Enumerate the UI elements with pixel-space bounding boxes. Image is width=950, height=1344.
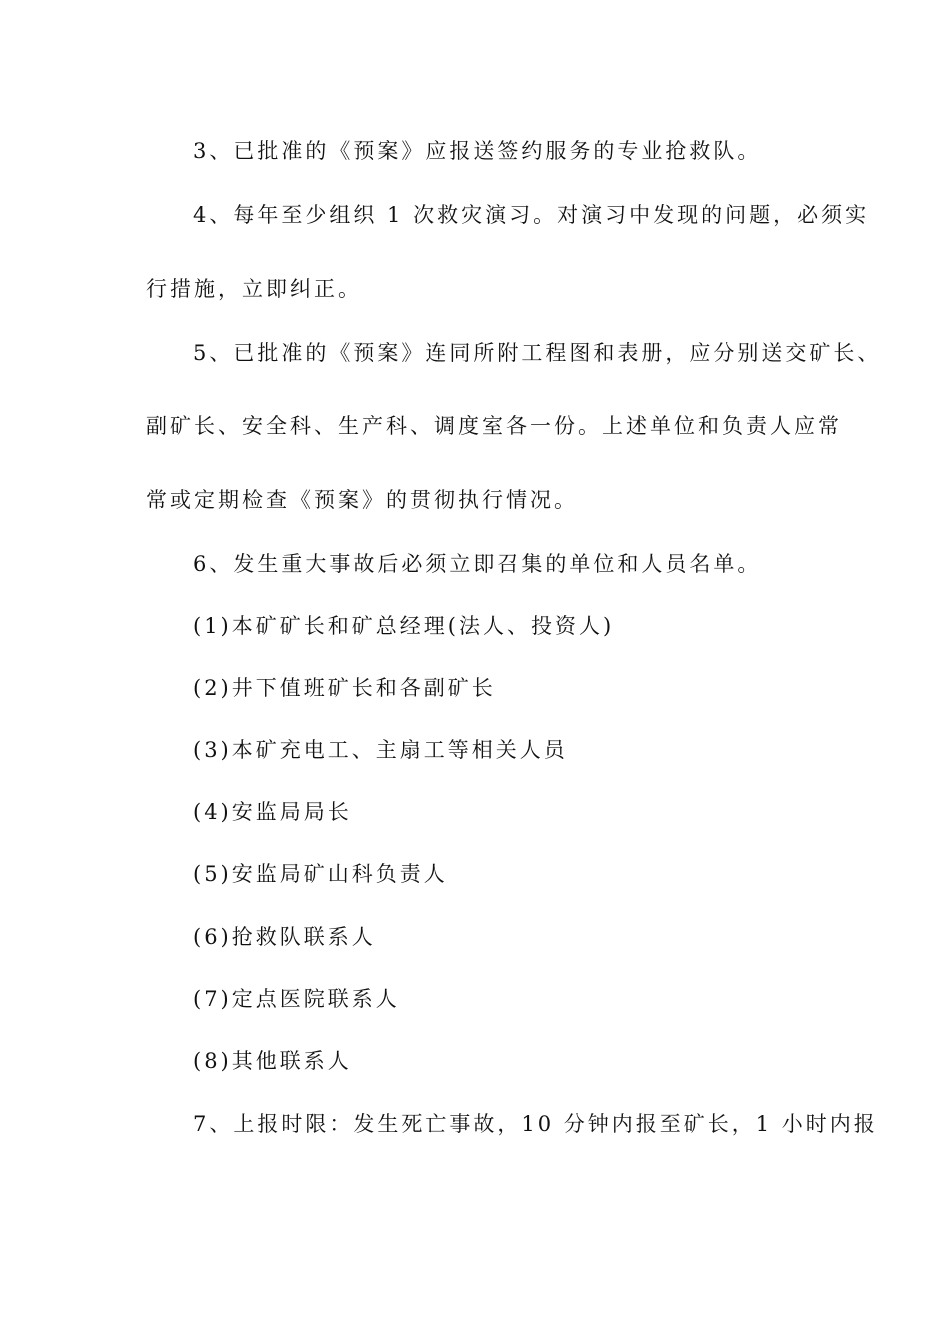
paragraph-7: 7、上报时限：发生死亡事故，10 分钟内报至矿长，1 小时内报: [193, 1112, 878, 1136]
paragraph-5-line-2: 副矿长、安全科、生产科、调度室各一份。上述单位和负责人应常: [146, 414, 842, 438]
list-item-8: (8)其他联系人: [193, 1049, 352, 1073]
paragraph-6: 6、发生重大事故后必须立即召集的单位和人员名单。: [193, 552, 762, 576]
list-item-3: (3)本矿充电工、主扇工等相关人员: [193, 738, 568, 762]
list-item-1: (1)本矿矿长和矿总经理(法人、投资人): [193, 614, 615, 638]
list-item-5: (5)安监局矿山科负责人: [193, 862, 448, 886]
paragraph-4-line-1: 4、每年至少组织 1 次救灾演习。对演习中发现的问题，必须实: [193, 203, 870, 227]
list-item-4: (4)安监局局长: [193, 800, 352, 824]
paragraph-3: 3、已批准的《预案》应报送签约服务的专业抢救队。: [193, 139, 762, 163]
list-item-6: (6)抢救队联系人: [193, 925, 376, 949]
paragraph-5-line-1: 5、已批准的《预案》连同所附工程图和表册，应分别送交矿长、: [193, 341, 882, 365]
paragraph-4-line-2: 行措施，立即纠正。: [146, 277, 362, 301]
list-item-2: (2)井下值班矿长和各副矿长: [193, 676, 496, 700]
paragraph-5-line-3: 常或定期检查《预案》的贯彻执行情况。: [146, 488, 578, 512]
list-item-7: (7)定点医院联系人: [193, 987, 400, 1011]
